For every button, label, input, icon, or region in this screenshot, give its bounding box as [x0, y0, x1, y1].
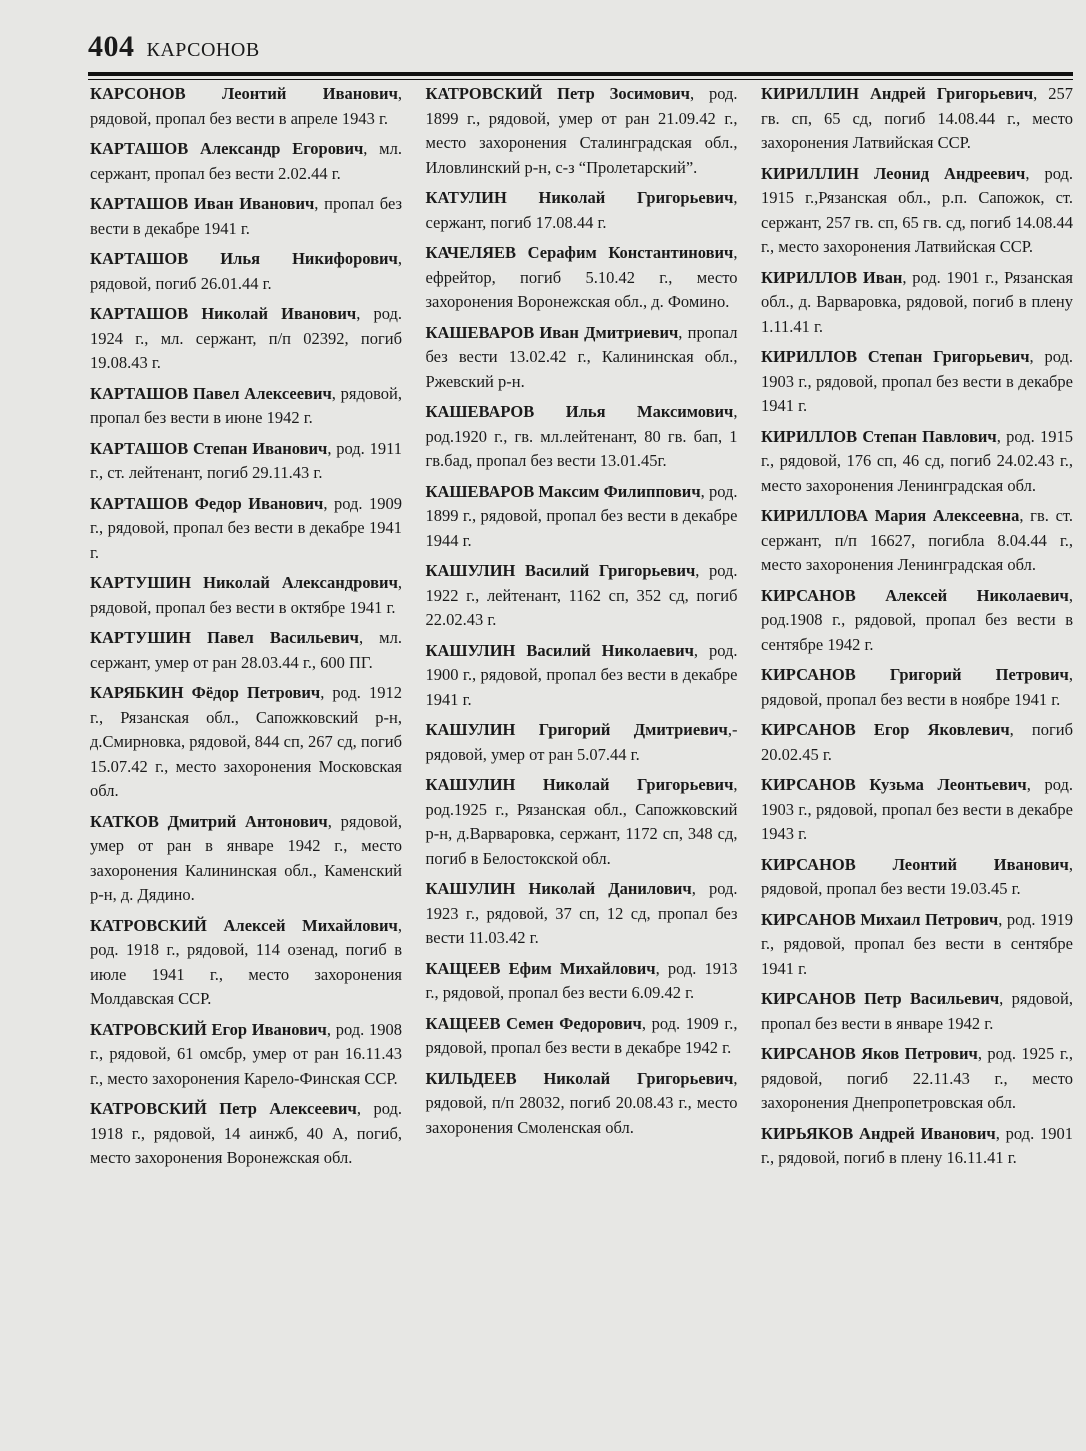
list-item	[426, 718, 738, 767]
entry-name: КИРСАНОВ Егор Яковлевич	[761, 720, 1010, 739]
entry-text: , род. 1909 г., рядовой, пропал без вести в декабре 1941 г.	[90, 493, 402, 562]
page-header	[88, 30, 1073, 70]
entry-text: , ефрейтор, погиб 5.10.42 г., место захоронения Воронежская обл., д. Фомино.	[425, 243, 738, 311]
header-rule	[88, 72, 1073, 76]
entry-text: , род. 1899 г., рядовой, пропал без вести в декабре 1944 г.	[425, 481, 738, 550]
list-item	[761, 1122, 1073, 1171]
list-item	[761, 987, 1073, 1036]
entry-text: , род.1908 г., рядовой, пропал без вести в сентябре 1942 г.	[761, 585, 1073, 654]
column-3	[761, 82, 1073, 1322]
list-item	[761, 82, 1073, 156]
list-item	[761, 266, 1073, 340]
list-item	[90, 137, 402, 186]
entry-text: , рядовой, пропал без вести в январе 1942 г.	[761, 989, 1073, 1033]
list-item	[90, 437, 402, 486]
entry-text: ,- рядовой, умер от ран 5.07.44 г.	[425, 720, 738, 764]
entry-name: КИРИЛЛОВ Степан Павлович	[761, 426, 997, 446]
entry-name: КАРТАШОВ Степан Иванович	[90, 438, 328, 458]
list-item	[761, 773, 1073, 847]
entry-text: , сержант, погиб 17.08.44 г.	[425, 188, 738, 232]
entry-name: КАТРОВСКИЙ Петр Алексеевич	[90, 1099, 357, 1118]
entry-name: КАРТУШИН Николай Александрович	[90, 573, 398, 592]
entry-text: , род. 1903 г., рядовой, пропал без вести в декабре 1943 г.	[761, 775, 1074, 843]
entry-text: , род.1925 г., Рязанская обл., Сапожковский р-н, д.Варваровка, сержант, 1172 сп, 348 сд, погиб в Белостокской обл.	[425, 775, 738, 868]
list-item	[426, 400, 738, 474]
running-head: КАРСОНОВ	[146, 39, 260, 61]
entry-name: КИРЬЯКОВ Андрей Иванович	[761, 1123, 996, 1143]
entry-name: КАШУЛИН Николай Григорьевич	[425, 775, 734, 794]
list-item	[426, 186, 738, 235]
entry-name: КИЛЬДЕЕВ Николай Григорьевич	[425, 1068, 734, 1088]
entry-name: КАТУЛИН Николай Григорьевич	[425, 188, 734, 207]
entry-text: , род. 1912 г., Рязанская обл., Сапожковский р-н, д.Смирновка, рядовой, 844 сп, 267 сд, погиб 15.07.42 г., место захоронения Московская обл.	[90, 683, 402, 800]
entry-text: , род. 1923 г., рядовой, 37 сп, 12 сд, пропал без вести 11.03.42 г.	[425, 879, 738, 947]
entry-text: , рядовой, пропал без вести в октябре 1941 г.	[90, 573, 402, 617]
entry-name: КАТКОВ Дмитрий Антонович	[90, 811, 328, 831]
list-item	[426, 957, 738, 1006]
entry-name: КАРТУШИН Павел Васильевич	[90, 628, 359, 647]
list-item	[761, 345, 1073, 419]
entry-text: , рядовой, пропал без вести в июне 1942 г.	[90, 383, 402, 427]
list-item	[426, 241, 738, 315]
entry-text: , мл. сержант, пропал без вести 2.02.44 г.	[90, 139, 402, 183]
entry-text: , род. 1901 г., Рязанская обл., д. Варваровка, рядовой, погиб в плену 1.11.41 г.	[761, 267, 1073, 336]
entry-text: , рядовой, п/п 28032, погиб 20.08.43 г., место захоронения Смоленская обл.	[425, 1068, 738, 1137]
entry-name: КАТРОВСКИЙ Алексей Михайлович	[90, 915, 398, 935]
entry-name: КИРИЛЛОВ Иван	[761, 267, 903, 287]
entry-name: КИРСАНОВ Михаил Петрович	[761, 909, 999, 929]
list-item	[90, 82, 402, 131]
list-item	[90, 302, 402, 376]
list-item	[761, 504, 1073, 578]
entry-name: КИРСАНОВ Яков Петрович	[761, 1044, 978, 1063]
list-item	[761, 718, 1073, 767]
entry-text: , рядовой, погиб 26.01.44 г.	[90, 249, 402, 293]
entry-name: КИРСАНОВ Алексей Николаевич	[761, 585, 1069, 605]
list-item	[426, 1067, 738, 1141]
list-item	[761, 908, 1073, 982]
entry-text: , 257 гв. сп, 65 сд, погиб 14.08.44 г., место захоронения Латвийская ССР.	[761, 84, 1073, 152]
entry-name: КАРТАШОВ Павел Алексеевич	[90, 383, 332, 403]
list-item	[426, 773, 738, 871]
column-1	[90, 82, 402, 1322]
entry-name: КИРИЛЛОВА Мария Алексеевна	[761, 506, 1020, 525]
list-item	[426, 1012, 738, 1061]
entry-text: , рядовой, умер от ран в январе 1942 г., место захоронения Калининская обл., Каменский р-н, д. Дядино.	[90, 811, 402, 904]
entry-name: КИРСАНОВ Петр Васильевич	[761, 989, 1000, 1008]
entry-text: , гв. ст. сержант, п/п 16627, погибла 8.04.44 г., место захоронения Ленинградская обл.	[761, 506, 1073, 574]
entry-text: , род. 1909 г., рядовой, пропал без вести в декабре 1942 г.	[425, 1013, 738, 1057]
entry-text: , рядовой, пропал без вести в апреле 1943 г.	[90, 84, 402, 128]
entry-name: КАРСОНОВ Леонтий Иванович	[90, 84, 398, 103]
list-item	[90, 626, 402, 675]
entry-name: КАРТАШОВ Федор Иванович	[90, 493, 324, 513]
list-item	[90, 681, 402, 804]
list-item	[90, 382, 402, 431]
entry-text: , род.1920 г., гв. мл.лейтенант, 80 гв. бап, 1 гв.бад, пропал без вести 13.01.45г.	[425, 402, 738, 470]
entry-text: , рядовой, пропал без вести 19.03.45 г.	[761, 854, 1073, 898]
entry-name: КАШЕВАРОВ Иван Дмитриевич	[425, 322, 679, 342]
header-rule-thin	[88, 79, 1073, 80]
list-item	[426, 877, 738, 951]
list-item	[90, 192, 402, 241]
entry-name: КИРСАНОВ Леонтий Иванович	[761, 854, 1069, 874]
list-item	[426, 321, 738, 395]
entry-name: КАШУЛИН Василий Николаевич	[425, 640, 694, 660]
entry-text: , род. 1915 г., рядовой, 176 сп, 46 сд, погиб 24.02.43 г., место захоронения Ленинградская обл.	[761, 426, 1073, 495]
entry-text: , род. 1903 г., рядовой, пропал без вести в декабре 1941 г.	[761, 347, 1074, 415]
entry-text: , род. 1899 г., рядовой, умер от ран 21.09.42 г., место захоронения Сталинградская обл., Иловлинский р-н, с-з “Пролетарский”.	[425, 84, 738, 177]
entry-text: , род. 1915 г.,Рязанская обл., р.п. Сапожок, ст. сержант, 257 гв. сп, 65 гв. сд, погиб 14.08.44 г., место захоронения Латвийская ССР.	[761, 163, 1074, 256]
entry-name: КАРТАШОВ Иван Иванович	[90, 194, 315, 213]
entry-name: КАШУЛИН Григорий Дмитриевич	[425, 720, 728, 739]
page-number: 404	[88, 30, 135, 63]
list-item	[90, 1097, 402, 1171]
list-item	[426, 82, 738, 180]
entry-name: КАРТАШОВ Илья Никифорович	[90, 249, 398, 268]
entry-name: КАШЕВАРОВ Илья Максимович	[425, 402, 734, 421]
entry-name: КАШЕВАРОВ Максим Филиппович	[425, 481, 701, 501]
entry-name: КАЩЕЕВ Семен Федорович	[425, 1013, 642, 1033]
entry-text: , род. 1924 г., мл. сержант, п/п 02392, погиб 19.08.43 г.	[90, 304, 402, 372]
entry-text: , погиб 20.02.45 г.	[761, 720, 1073, 764]
list-item	[90, 914, 402, 1012]
entry-name: КАРЯБКИН Фёдор Петрович	[90, 683, 321, 702]
entry-text: , род. 1908 г., рядовой, 61 омсбр, умер от ран 16.11.43 г., место захоронения Карело-Финская ССР.	[90, 1019, 402, 1088]
list-item	[90, 492, 402, 566]
list-item	[426, 639, 738, 713]
list-item	[761, 425, 1073, 499]
list-item	[90, 571, 402, 620]
entry-text: , род. 1911 г., ст. лейтенант, погиб 29.11.43 г.	[90, 438, 402, 482]
entry-text: , род. 1900 г., рядовой, пропал без вести в декабре 1941 г.	[425, 640, 738, 709]
list-item	[90, 810, 402, 908]
entry-text: , пропал без вести 13.02.42 г., Калининская обл., Ржевский р-н.	[425, 322, 738, 391]
entry-text: , мл. сержант, умер от ран 28.03.44 г., 600 ПГ.	[90, 628, 402, 672]
list-item	[761, 584, 1073, 658]
list-item	[761, 162, 1073, 260]
entry-name: КИРСАНОВ Григорий Петрович	[761, 665, 1069, 684]
entry-name: КАЧЕЛЯЕВ Серафим Константинович	[425, 243, 734, 262]
list-item	[90, 1018, 402, 1092]
entry-name: КАШУЛИН Василий Григорьевич	[425, 561, 696, 580]
list-item	[90, 247, 402, 296]
entry-name: КАЩЕЕВ Ефим Михайлович	[425, 958, 656, 978]
list-item	[426, 559, 738, 633]
entry-text: , род. 1918 г., рядовой, 114 озенад, погиб в июле 1941 г., место захоронения Молдавская ССР.	[90, 915, 402, 1008]
entry-text: , род. 1925 г., рядовой, погиб 22.11.43 г., место захоронения Днепропетровская обл.	[761, 1044, 1074, 1112]
entry-name: КАРТАШОВ Николай Иванович	[90, 304, 357, 323]
entry-text: , род. 1913 г., рядовой, пропал без вести 6.09.42 г.	[425, 958, 738, 1002]
entry-name: КАТРОВСКИЙ Егор Иванович	[90, 1019, 327, 1039]
entry-name: КАРТАШОВ Александр Егорович	[90, 139, 364, 158]
list-item	[761, 1042, 1073, 1116]
entry-name: КИРИЛЛОВ Степан Григорьевич	[761, 347, 1030, 366]
entry-name: КИРИЛЛИН Андрей Григорьевич	[761, 84, 1034, 103]
list-item	[761, 663, 1073, 712]
entry-name: КАТРОВСКИЙ Петр Зосимович	[425, 84, 690, 103]
column-2	[426, 82, 738, 1322]
entry-text: , род. 1918 г., рядовой, 14 аинжб, 40 А, погиб, место захоронения Воронежская обл.	[90, 1099, 403, 1167]
entry-text: , род. 1901 г., рядовой, погиб в плену 16.11.41 г.	[761, 1123, 1074, 1167]
entry-text: , род. 1922 г., лейтенант, 1162 сп, 352 сд, погиб 22.02.43 г.	[425, 561, 738, 629]
entry-text: , рядовой, пропал без вести в ноябре 1941 г.	[761, 665, 1073, 709]
entry-name: КАШУЛИН Николай Данилович	[425, 879, 692, 898]
entry-name: КИРСАНОВ Кузьма Леонтьевич	[761, 775, 1027, 794]
entry-text: , род. 1919 г., рядовой, пропал без вести в сентябре 1941 г.	[761, 909, 1074, 978]
entry-text: , пропал без вести в декабре 1941 г.	[90, 194, 402, 238]
list-item	[426, 480, 738, 554]
text-columns	[90, 82, 1073, 1322]
entry-name: КИРИЛЛИН Леонид Андреевич	[761, 163, 1026, 183]
list-item	[761, 853, 1073, 902]
